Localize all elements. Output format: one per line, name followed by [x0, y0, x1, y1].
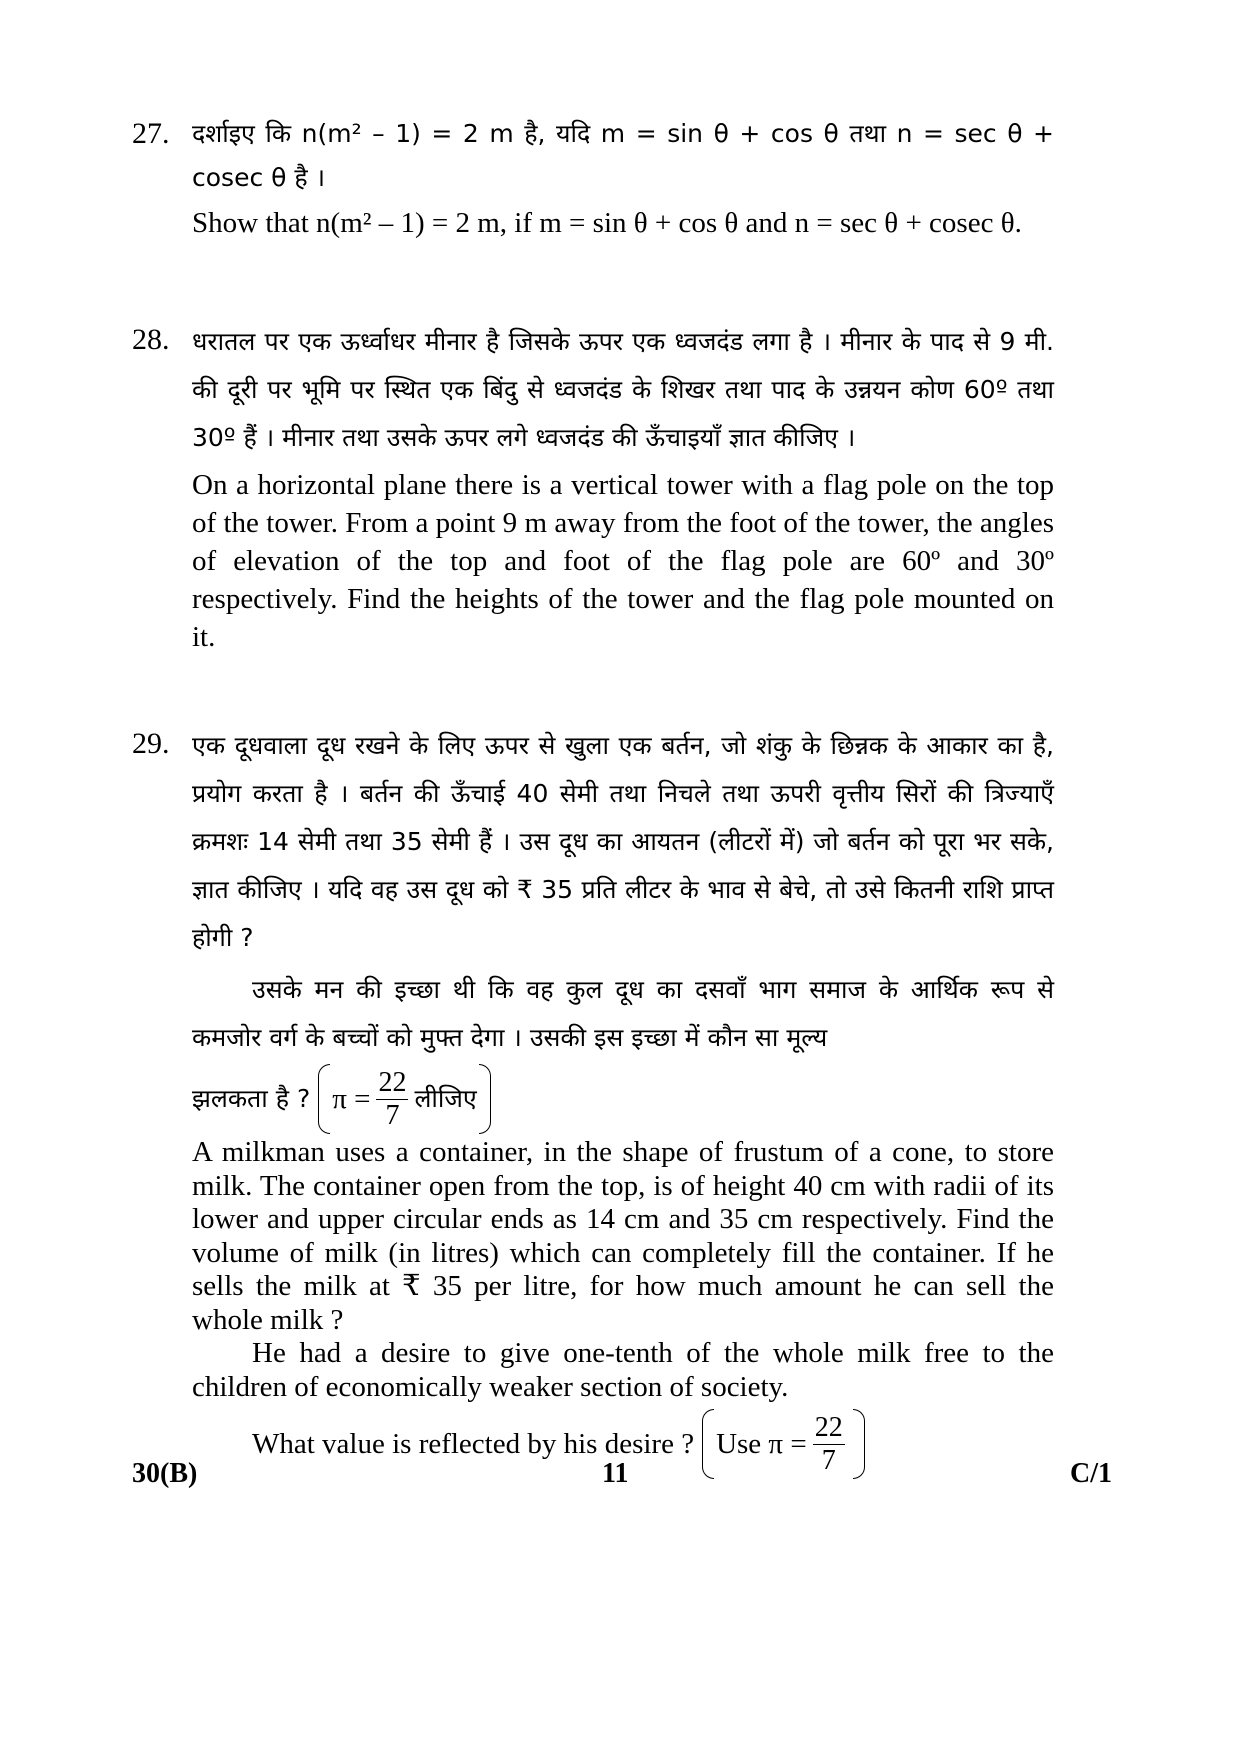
english-hint-prefix: What value is reflected by his desire ?: [252, 1428, 695, 1460]
page-number: 11: [602, 1458, 629, 1489]
use-pi-label: Use π =: [716, 1428, 807, 1460]
question-text-english-para2: He had a desire to give one-tenth of the whole milk free to the children of economically weaker section of society.: [192, 1337, 1054, 1403]
hindi-pi-hint: [192, 1062, 1054, 1136]
question-text-hindi: दर्शाइए कि n(m² – 1) = 2 m है, यदि m = sin θ + cos θ तथा n = sec θ + cosec θ है ।: [192, 119, 1054, 192]
page-footer: [132, 1458, 1112, 1498]
question-text-english: On a horizontal plane there is a vertical tower with a flag pole on the top of the tower. From a point 9 m away from the foot of the tower, the angles of elevation of the top and foot of the flag pole are 60º and 30º respectively. Find the heights of the tower and the flag pole mounted on it.: [192, 469, 1054, 653]
hindi-hint-suffix: लीजिए: [414, 1084, 477, 1113]
set-code: C/1: [1070, 1458, 1112, 1489]
question-text-hindi: धरातल पर एक ऊर्ध्वाधर मीनार है जिसके ऊपर एक ध्वजदंड लगा है । मीनार के पाद से 9 मी. की दूरी पर भूमि पर स्थित एक बिंदु से ध्वजदंड के शिखर तथा पाद के उन्नयन कोण 60º तथा 30º हैं । मीनार तथा उसके ऊपर लगे ध्वजदंड की ऊँचाइयाँ ज्ञात कीजिए ।: [192, 327, 1054, 452]
question-text-english: A milkman uses a container, in the shape of frustum of a cone, to store milk. The container open from the top, is of height 40 cm with radii of its lower and upper circular ends as 14 cm and 35 cm respectively. Find the volume of milk (in litres) which can completely fill the container. If he sells the milk at ₹ 35 per litre, for how much amount he can sell the whole milk ?: [192, 1136, 1054, 1336]
paper-code: 30(B): [132, 1458, 198, 1489]
hindi-hint-prefix: झलकता है ?: [192, 1084, 311, 1113]
fraction-denominator: 7: [821, 1444, 836, 1476]
fraction-numerator: 22: [814, 1411, 843, 1443]
fraction-denominator: 7: [385, 1099, 400, 1131]
pi-fraction: [376, 1067, 408, 1132]
right-paren: [479, 1064, 491, 1134]
question-number: 29.: [132, 727, 170, 760]
question-text-english: Show that n(m² – 1) = 2 m, if m = sin θ + cos θ and n = sec θ + cosec θ.: [192, 207, 1022, 239]
question-text-hindi-para2: उसके मन की इच्छा थी कि वह कुल दूध का दसवाँ भाग समाज के आर्थिक रूप से कमजोर वर्ग के बच्चों को मुफ्त देगा । उसकी इस इच्छा में कौन सा मूल्य: [192, 975, 1054, 1052]
left-paren: [318, 1064, 330, 1134]
fraction-numerator: 22: [378, 1066, 407, 1098]
question-number: 28.: [132, 323, 170, 356]
question-text-hindi: एक दूधवाला दूध रखने के लिए ऊपर से खुला एक बर्तन, जो शंकु के छिन्नक के आकार का है, प्रयोग करता है । बर्तन की ऊँचाई 40 सेमी तथा निचले तथा ऊपरी वृत्तीय सिरों की त्रिज्याएँ क्रमशः 14 सेमी तथा 35 सेमी हैं । उस दूध का आयतन (लीटरों में) जो बर्तन को पूरा भर सके, ज्ञात कीजिए । यदि वह उस दूध को ₹ 35 प्रति लीटर के भाव से बेचे, तो उसे कितनी राशि प्राप्त होगी ?: [192, 731, 1054, 952]
pi-label: π =: [332, 1083, 371, 1115]
question-number: 27.: [132, 117, 170, 150]
